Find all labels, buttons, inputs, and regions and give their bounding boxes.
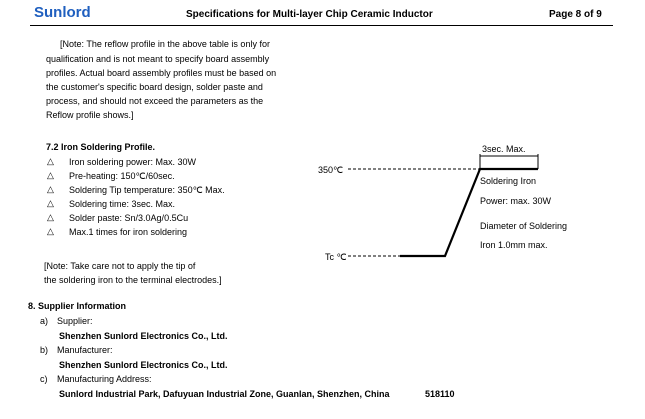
diagram-note-line: Power: max. 30W bbox=[480, 196, 552, 206]
time-limit-label: 3sec. Max. bbox=[482, 144, 526, 154]
triangle-bullet-icon: △ bbox=[47, 212, 54, 222]
note-line: profiles. Actual board assembly profiles must be based on bbox=[46, 68, 277, 78]
header-divider bbox=[30, 25, 613, 26]
supplier-label: Supplier: bbox=[57, 316, 93, 326]
triangle-bullet-icon: △ bbox=[47, 156, 54, 166]
note-line: Reflow profile shows.] bbox=[46, 110, 134, 120]
manufacturer-value: Shenzhen Sunlord Electronics Co., Ltd. bbox=[59, 360, 228, 370]
list-item: Iron soldering power: Max. 30W bbox=[69, 157, 197, 167]
note-line: qualification and is not meant to specify board assembly bbox=[46, 54, 270, 64]
diagram-note-line: Diameter of Soldering bbox=[480, 221, 568, 231]
list-item: Soldering Tip temperature: 350℃ Max. bbox=[69, 185, 225, 195]
triangle-bullet-icon: △ bbox=[47, 226, 54, 236]
section-title-iron: 7.2 Iron Soldering Profile. bbox=[46, 142, 156, 152]
list-item: Max.1 times for iron soldering bbox=[69, 227, 188, 237]
diagram-note-line: Iron 1.0mm max. bbox=[480, 240, 548, 250]
manufacturer-label: Manufacturer: bbox=[57, 345, 113, 355]
list-item: Solder paste: Sn/3.0Ag/0.5Cu bbox=[69, 213, 189, 223]
list-marker: c) bbox=[40, 374, 48, 384]
note-line: the customer's specific board design, solder paste and bbox=[46, 82, 263, 92]
note-line: [Note: The reflow profile in the above table is only for bbox=[60, 39, 270, 49]
triangle-bullet-icon: △ bbox=[47, 184, 54, 194]
iron-note-line: the soldering iron to the terminal electrodes.] bbox=[44, 275, 222, 285]
diagram-note-line: Soldering Iron bbox=[480, 176, 537, 186]
brand-logo: Sunlord bbox=[34, 4, 91, 21]
address-postcode: 518110 bbox=[425, 389, 455, 399]
list-marker: a) bbox=[40, 316, 49, 326]
triangle-bullet-icon: △ bbox=[47, 198, 54, 208]
iron-note-line: [Note: Take care not to apply the tip of bbox=[44, 261, 196, 271]
address-value: Sunlord Industrial Park, Dafuyuan Industrial Zone, Guanlan, Shenzhen, China bbox=[59, 389, 390, 399]
document-title: Specifications for Multi-layer Chip Ceramic Inductor bbox=[186, 9, 433, 20]
address-label: Manufacturing Address: bbox=[57, 374, 152, 384]
preheat-temp-label: Tc ℃ bbox=[325, 252, 347, 262]
page-number: Page 8 of 9 bbox=[549, 9, 602, 20]
list-item: Pre-heating: 150℃/60sec. bbox=[69, 171, 175, 181]
iron-soldering-diagram bbox=[300, 140, 590, 270]
peak-temp-label: 350℃ bbox=[318, 165, 344, 175]
list-item: Soldering time: 3sec. Max. bbox=[69, 199, 176, 209]
section-title-supplier: 8. Supplier Information bbox=[28, 301, 127, 311]
list-marker: b) bbox=[40, 345, 49, 355]
triangle-bullet-icon: △ bbox=[47, 170, 54, 180]
note-line: process, and should not exceed the parameters as the bbox=[46, 96, 264, 106]
supplier-value: Shenzhen Sunlord Electronics Co., Ltd. bbox=[59, 331, 228, 341]
